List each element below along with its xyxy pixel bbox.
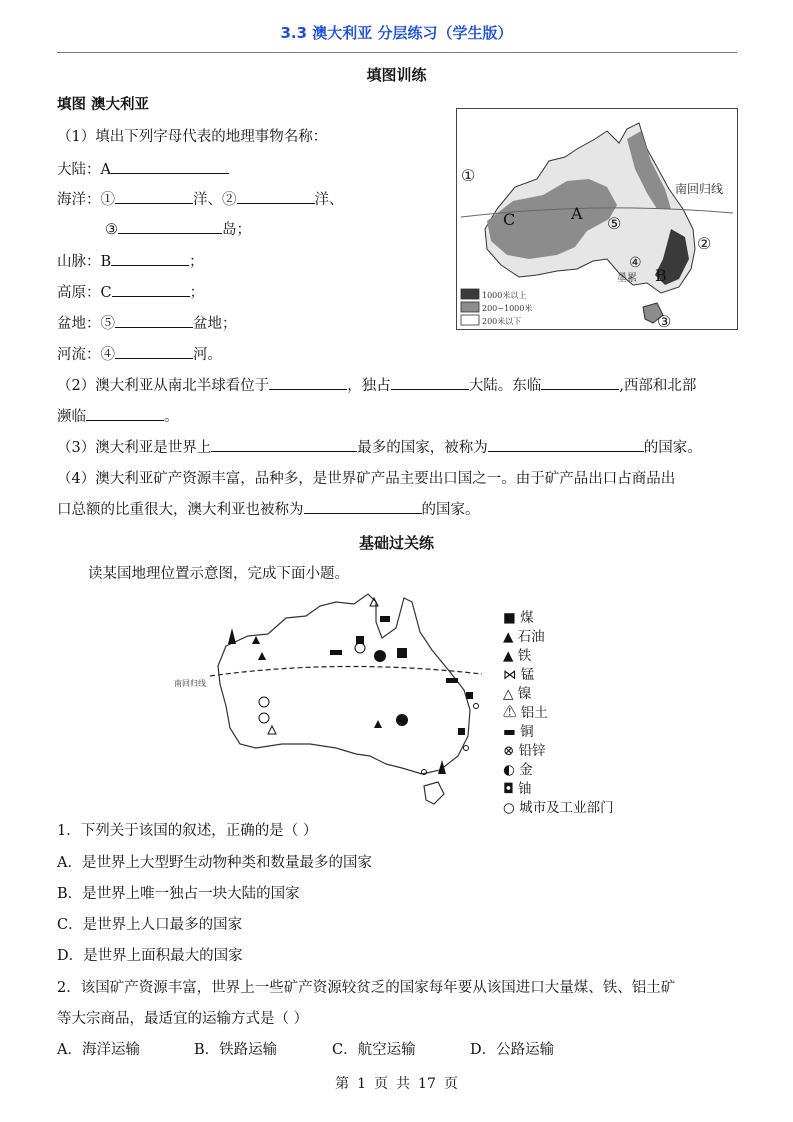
current-page: 1 [357,1076,367,1092]
question-2-option-a[interactable]: A．海洋运输 [57,1042,140,1058]
q2-p2: ，独占 [347,378,391,394]
legend-swatch-high [461,289,479,299]
tropic-label: 南回归线 [675,182,724,196]
q2-p3: 大陆。东临 [468,378,542,394]
legend-coal: ■ 煤 [503,610,534,626]
question-1-option-b[interactable]: B．是世界上唯一独占一块大陆的国家 [57,886,300,902]
legend-swatch-low [461,315,479,325]
total-pages: 17 [418,1076,436,1092]
q2-blank-east[interactable] [541,374,619,390]
resource-tropic-label: 南回归线 [174,679,206,688]
marker-coal-2 [466,692,473,699]
q2-blank-west[interactable] [86,405,164,421]
q2-blank-continent[interactable] [391,374,469,390]
document-title: 3.3 澳大利亚 分层练习（学生版） [280,24,513,42]
plateau-row [57,281,204,304]
marker-city-1 [474,704,479,709]
legend-gold: ◐ 金 [503,762,533,778]
legend-mid-label: 200~1000米 [482,304,533,313]
marker-leadzinc-1 [374,650,386,662]
mountain-label: 山脉：B [57,254,112,270]
q4-line1: （4）澳大利亚矿产资源丰富，品种多，是世界矿产品主要出口国之一。由于矿产品出口占商品出 [57,471,676,487]
question-1-stem: 1．下列关于该国的叙述，正确的是（ ） [57,823,318,839]
marker-4: ④ [629,255,642,271]
mountain-suffix: ； [189,254,204,270]
marker-1: ① [461,166,476,185]
legend-bauxite: ⚠ 铝土 [503,705,548,721]
island-suffix: 岛； [222,222,251,238]
river-row [57,343,222,366]
river-label: 河流：④ [57,347,115,363]
question-2-option-d[interactable]: D．公路运输 [470,1042,555,1058]
marker-manganese [380,616,390,622]
q2-p6: 。 [164,409,179,425]
marker-2: ② [697,234,712,253]
marker-oil-1 [228,628,236,644]
island-row [105,218,251,241]
ocean-sep2: 洋、 [314,192,344,208]
ocean-row [57,188,344,211]
q4-suffix: 的国家。 [421,502,480,518]
marker-uranium [397,648,407,658]
q3-p3: 的国家。 [643,440,702,456]
ocean-2-blank[interactable] [237,188,315,204]
mountain-blank[interactable] [111,250,189,266]
continent-label: 大陆：A [57,162,111,178]
legend-city: ○ 城市及工业部门 [503,800,614,816]
resource-mainland-shape [218,594,470,774]
resource-tasmania-shape [424,782,444,804]
marker-coal-3 [458,728,465,735]
legend-swatch-mid [461,302,479,312]
river-blank[interactable] [115,343,193,359]
legend-copper: ▬ 铜 [503,724,534,740]
q3-p2: 最多的国家，被称为 [357,440,488,456]
mountain-row [57,250,204,273]
header-divider [57,52,737,53]
basin-label: 盆地：⑤ [57,316,115,332]
page-footer: 第 1 页 共 17 页 [335,1076,458,1092]
question-2-option-c[interactable]: C．航空运输 [332,1042,416,1058]
section2-intro: 读某国地理位置示意图，完成下面小题。 [88,566,349,582]
q2-blank-hemisphere[interactable] [269,374,347,390]
question-1-option-d[interactable]: D．是世界上面积最大的国家 [57,948,243,964]
q2-p4: ,西部和北部 [619,378,697,394]
question-2-stem-line1: 2．该国矿产资源丰富，世界上一些矿产资源较贫乏的国家每年要从该国进口大量煤、铁、铝土矿 [57,980,676,996]
marker-copper-1 [330,650,342,655]
section-subtitle: 填图 澳大利亚 [57,97,150,113]
marker-copper-2 [446,678,458,683]
legend-high-label: 1000米以上 [482,291,527,300]
q1-prompt: （1）填出下列字母代表的地理事物名称： [57,129,328,145]
continent-blank[interactable] [111,158,229,174]
marker-A: A [571,204,583,223]
resource-map-svg [170,588,500,810]
continent-row [57,158,229,181]
river-suffix: 河。 [193,347,222,363]
marker-leadzinc-2 [396,714,408,726]
marker-3: ③ [657,312,672,329]
q2-p5: 濒临 [57,409,86,425]
relief-map [456,108,738,330]
legend-iron: ▲ 铁 [503,648,532,664]
legend-manganese: ⋈ 锰 [503,667,535,683]
ocean-sep1: 洋、② [193,192,237,208]
marker-B: B [655,266,667,285]
marker-5: ⑤ [607,214,622,233]
legend-nickel: △ 镍 [503,686,532,702]
question-1-option-c[interactable]: C．是世界上人口最多的国家 [57,917,243,933]
relief-map-svg [457,109,737,329]
q2-line1 [57,374,696,397]
basin-suffix: 盆地； [193,316,237,332]
island-prefix: ③ [105,222,118,238]
q4-line2 [57,498,480,521]
legend-oil: ▲ 石油 [503,629,545,645]
legend-uranium: ◘ 铀 [503,781,532,797]
q2-p1: （2）澳大利亚从南北半球看位于 [57,378,270,394]
plateau-blank[interactable] [112,281,190,297]
resource-legend [503,606,633,815]
question-1-option-a[interactable]: A．是世界上大型野生动物种类和数量最多的国家 [57,855,372,871]
lake-label: 墨累 [617,273,637,284]
section-title-basic: 基础过关练 [358,534,434,552]
q3-blank-1[interactable] [211,436,357,452]
legend-low-label: 200米以下 [482,317,522,326]
q3-line [57,436,702,459]
ocean-label: 海洋：① [57,192,115,208]
q4-prefix: 口总额的比重很大，澳大利亚也被称为 [57,502,304,518]
island-blank[interactable] [118,218,222,234]
marker-C: C [503,210,516,229]
q3-p1: （3）澳大利亚是世界上 [57,440,212,456]
marker-city-2 [464,746,469,751]
question-2-stem-line2: 等大宗商品，最适宜的运输方式是（ ） [57,1011,309,1027]
q4-blank[interactable] [304,498,422,514]
q2-line2 [57,405,179,428]
basin-blank[interactable] [115,312,193,328]
ocean-1-blank[interactable] [115,188,193,204]
resource-map [170,588,500,810]
legend-leadzinc: ⊗ 铅锌 [503,743,546,759]
q3-blank-2[interactable] [488,436,644,452]
plateau-label: 高原：C [57,285,112,301]
question-2-option-b[interactable]: B．铁路运输 [194,1042,278,1058]
basin-row [57,312,237,335]
section-title-map-training: 填图训练 [366,66,427,84]
plateau-suffix: ； [189,285,205,301]
